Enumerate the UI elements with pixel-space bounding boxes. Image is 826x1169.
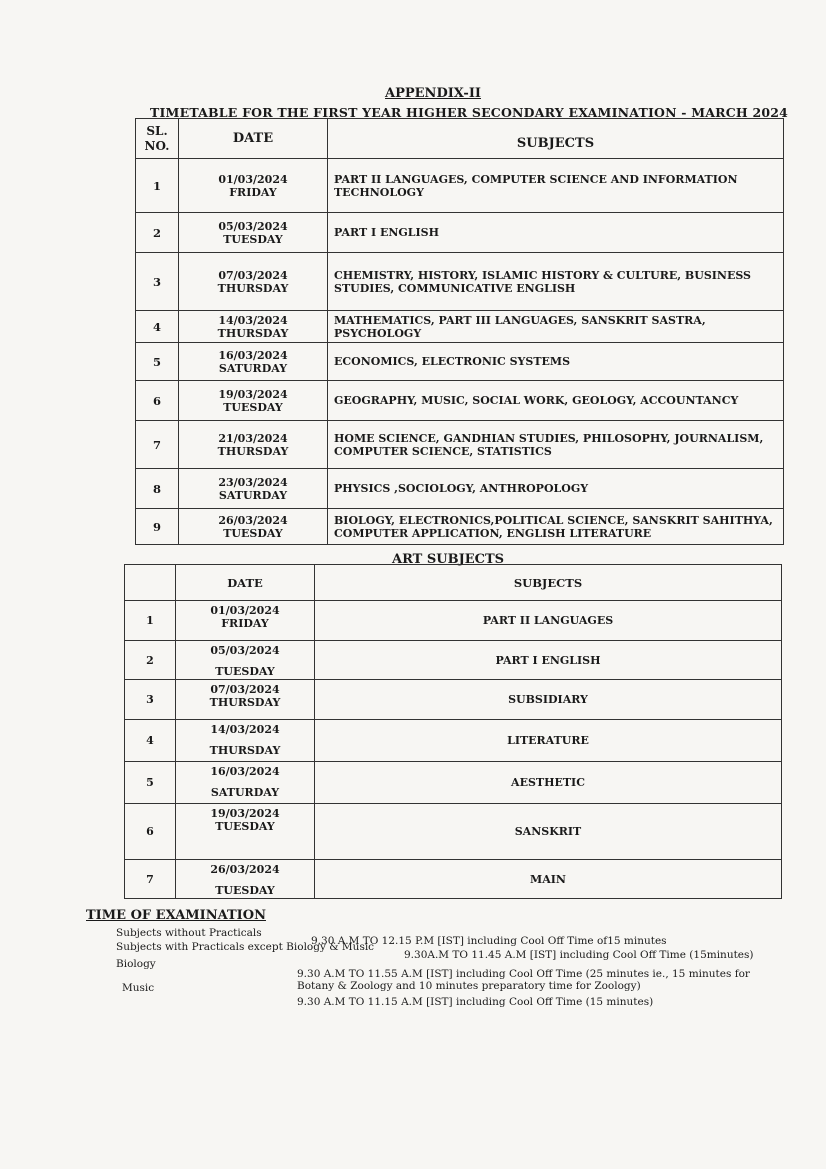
art-header-date: DATE — [176, 565, 315, 601]
art-subjects-heading: ART SUBJECTS — [392, 552, 505, 567]
day-value: TUESDAY — [223, 232, 283, 246]
art-subjects-cell: PART I ENGLISH — [315, 641, 782, 680]
table-row — [136, 509, 784, 545]
table-row — [125, 680, 782, 720]
subjects-cell: ECONOMICS, ELECTRONIC SYSTEMS — [328, 343, 784, 381]
date-value: 16/03/2024 — [210, 765, 280, 778]
date-value: 26/03/2024 — [210, 863, 280, 876]
date-cell — [179, 311, 328, 343]
time-of-examination-heading: TIME OF EXAMINATION — [86, 908, 266, 923]
date-cell — [179, 343, 328, 381]
header-subjects: SUBJECTS — [328, 119, 784, 159]
day-value: TUESDAY — [215, 884, 275, 897]
day-value: TUESDAY — [223, 400, 283, 414]
time-line-label: Biology — [116, 958, 156, 970]
art-date-cell — [176, 641, 315, 680]
art-date-cell — [176, 860, 315, 899]
table-row — [125, 641, 782, 680]
subjects-cell: PART I ENGLISH — [328, 213, 784, 253]
time-line-value: 9.30 A.M TO 12.15 P.M [IST] including Cool Off Time of15 minutes — [311, 935, 667, 947]
art-date-cell — [176, 680, 315, 720]
table-row — [136, 253, 784, 311]
date-value: 26/03/2024 — [218, 513, 288, 527]
day-value: SATURDAY — [210, 786, 280, 799]
date-value: 07/03/2024 — [210, 683, 280, 696]
art-date-cell — [176, 804, 315, 860]
day-value: THURSDAY — [217, 444, 289, 458]
art-date-cell — [176, 720, 315, 762]
subjects-cell: CHEMISTRY, HISTORY, ISLAMIC HISTORY & CULTURE, BUSINESS STUDIES, COMMUNICATIVE ENGLISH — [328, 253, 784, 311]
header-sl-no: SL. NO. — [136, 119, 179, 159]
date-cell — [179, 213, 328, 253]
time-line-label: Subjects with Practicals except Biology & Music — [116, 941, 375, 953]
art-header-no — [125, 565, 176, 601]
day-value: SATURDAY — [218, 488, 288, 502]
art-subjects-cell: AESTHETIC — [315, 762, 782, 804]
date-value: 14/03/2024 — [218, 313, 288, 327]
art-subjects-cell: LITERATURE — [315, 720, 782, 762]
time-line-value: 9.30 A.M TO 11.15 A.M [IST] including Cool Off Time (15 minutes) — [297, 996, 654, 1008]
date-value: 19/03/2024 — [218, 387, 288, 401]
sl-no-cell: 1 — [136, 159, 179, 213]
table-row — [136, 381, 784, 421]
date-cell — [179, 381, 328, 421]
date-value: 07/03/2024 — [218, 268, 288, 282]
table-row — [136, 469, 784, 509]
sl-no-cell: 5 — [136, 343, 179, 381]
header-date: DATE — [179, 119, 328, 159]
day-value: THURSDAY — [217, 281, 289, 295]
art-timetable — [124, 564, 782, 899]
date-cell — [179, 253, 328, 311]
table-row — [125, 601, 782, 641]
art-header-subjects: SUBJECTS — [315, 565, 782, 601]
table-row — [136, 343, 784, 381]
sl-no-cell: 4 — [136, 311, 179, 343]
table-row — [136, 311, 784, 343]
art-subjects-cell: MAIN — [315, 860, 782, 899]
day-value: THURSDAY — [209, 744, 281, 757]
time-line-value-continued: Botany & Zoology and 10 minutes preparatory time for Zoology) — [297, 980, 641, 992]
appendix-title: APPENDIX-II — [385, 86, 481, 101]
art-no-cell: 3 — [125, 680, 176, 720]
date-value: 05/03/2024 — [210, 644, 280, 657]
table-row — [125, 860, 782, 899]
subjects-cell: HOME SCIENCE, GANDHIAN STUDIES, PHILOSOPHY, JOURNALISM, COMPUTER SCIENCE, STATISTICS — [328, 421, 784, 469]
day-value: THURSDAY — [209, 696, 281, 709]
date-value: 14/03/2024 — [210, 723, 280, 736]
art-no-cell: 6 — [125, 804, 176, 860]
table-row — [125, 804, 782, 860]
sl-no-cell: 6 — [136, 381, 179, 421]
art-no-cell: 1 — [125, 601, 176, 641]
date-value: 16/03/2024 — [218, 348, 288, 362]
day-value: FRIDAY — [229, 185, 277, 199]
subjects-cell: PART II LANGUAGES, COMPUTER SCIENCE AND INFORMATION TECHNOLOGY — [328, 159, 784, 213]
table-row — [125, 762, 782, 804]
subjects-cell: MATHEMATICS, PART III LANGUAGES, SANSKRIT SASTRA, PSYCHOLOGY — [328, 311, 784, 343]
table-row — [125, 720, 782, 762]
sl-no-cell: 2 — [136, 213, 179, 253]
date-cell — [179, 469, 328, 509]
day-value: THURSDAY — [217, 326, 289, 340]
time-line-value: 9.30A.M TO 11.45 A.M [IST] including Cool Off Time (15minutes) — [404, 949, 754, 961]
sl-no-cell: 9 — [136, 509, 179, 545]
date-cell — [179, 159, 328, 213]
main-timetable — [135, 118, 784, 545]
art-no-cell: 7 — [125, 860, 176, 899]
sl-no-cell: 8 — [136, 469, 179, 509]
art-date-cell — [176, 601, 315, 641]
sl-no-cell: 7 — [136, 421, 179, 469]
art-subjects-cell: SANSKRIT — [315, 804, 782, 860]
art-no-cell: 2 — [125, 641, 176, 680]
table-row — [136, 213, 784, 253]
subjects-cell: BIOLOGY, ELECTRONICS,POLITICAL SCIENCE, SANSKRIT SAHITHYA, COMPUTER APPLICATION, ENGLISH LITERATURE — [328, 509, 784, 545]
time-line-label: Subjects without Practicals — [116, 927, 262, 939]
art-date-cell — [176, 762, 315, 804]
day-value: TUESDAY — [215, 665, 275, 678]
time-line-value: 9.30 A.M TO 11.55 A.M [IST] including Cool Off Time (25 minutes ie., 15 minutes for — [297, 968, 750, 980]
subjects-cell: PHYSICS ,SOCIOLOGY, ANTHROPOLOGY — [328, 469, 784, 509]
subjects-cell: GEOGRAPHY, MUSIC, SOCIAL WORK, GEOLOGY, ACCOUNTANCY — [328, 381, 784, 421]
table-row — [136, 421, 784, 469]
date-value: 05/03/2024 — [218, 219, 288, 233]
date-cell — [179, 509, 328, 545]
date-value: 01/03/2024 — [210, 604, 280, 617]
day-value: SATURDAY — [218, 361, 288, 375]
date-value: 23/03/2024 — [218, 475, 288, 489]
date-value: 19/03/2024 — [210, 807, 280, 820]
art-no-cell: 4 — [125, 720, 176, 762]
day-value: FRIDAY — [221, 617, 269, 630]
art-subjects-cell: PART II LANGUAGES — [315, 601, 782, 641]
date-cell — [179, 421, 328, 469]
art-subjects-cell: SUBSIDIARY — [315, 680, 782, 720]
time-line-label: Music — [122, 982, 155, 994]
table-row — [136, 159, 784, 213]
sl-no-cell: 3 — [136, 253, 179, 311]
date-value: 01/03/2024 — [218, 172, 288, 186]
art-no-cell: 5 — [125, 762, 176, 804]
day-value: TUESDAY — [215, 820, 275, 833]
date-value: 21/03/2024 — [218, 431, 288, 445]
day-value: TUESDAY — [223, 526, 283, 540]
timetable-title: TIMETABLE FOR THE FIRST YEAR HIGHER SECONDARY EXAMINATION - MARCH 2024 — [150, 105, 789, 120]
